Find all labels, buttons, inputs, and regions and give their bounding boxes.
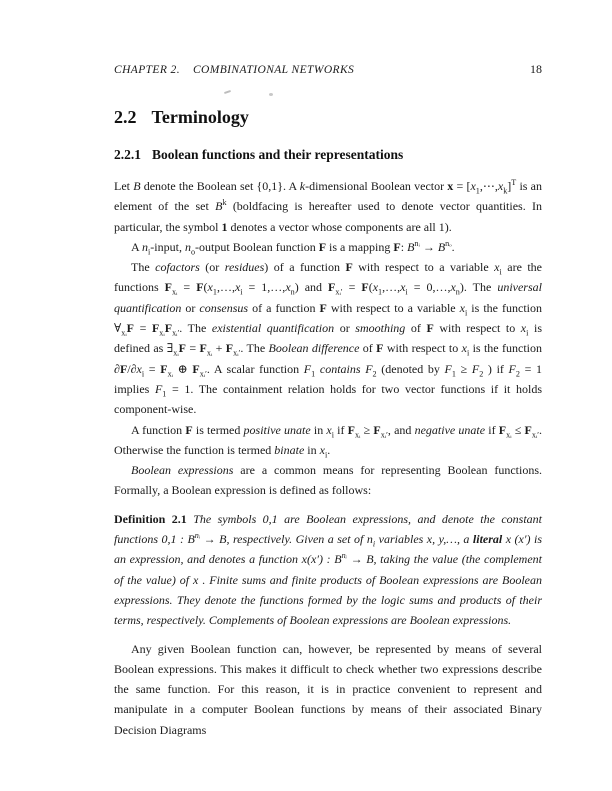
paragraph-boolean-set: Let B denote the Boolean set {0,1}. A k-dimensional Boolean vector $x = [x_1,\cdots,x_k]^T$ is an element of the set $B^k$ (boldfacing is hereafter used to denote vector quantities. In particular, the symbol 1 denotes a vector whose components are all 1). bbox=[114, 178, 542, 234]
paragraph-function-mapping: A $n_i$-input, $n_o$-output Boolean function F is a mapping F: $B^{nᵢ} \to B^{n_o}$. bbox=[131, 238, 455, 257]
section-heading bbox=[114, 107, 542, 128]
subsection-heading bbox=[114, 147, 542, 163]
paragraph-unate: A function F is termed positive unate in $x_i$ if $F_{xᵢ} \ge F_{xᵢ'}$, and negative unate if $F_{xᵢ} \le F_{xᵢ'}$. Otherwise the function is termed binate in $x_i$. bbox=[114, 422, 543, 460]
chapter-title: COMBINATIONAL NETWORKS bbox=[192, 64, 355, 76]
section-number: 2.2 bbox=[114, 107, 137, 127]
paragraph-boolean-expressions: Boolean expressions are a common means for representing Boolean functions. Formally, a Boolean expression is defined as follows: bbox=[114, 463, 542, 498]
chapter-running-title bbox=[114, 64, 354, 76]
chapter-label: CHAPTER 2. bbox=[114, 64, 180, 76]
definition-label: Definition 2.1 bbox=[114, 511, 187, 526]
subsection-number: 2.2.1 bbox=[114, 147, 141, 162]
subsection-title: Boolean functions and their representations bbox=[152, 147, 404, 162]
paragraph-bdd-motivation: Any given Boolean function can, however, be represented by means of several Boolean expressions. This makes it difficult to check whether two expressions describe the same function. For this reason, it is in practice convenient to represent and manipulate in a computer Boolean functions by means of their associated Binary Decision Diagrams bbox=[114, 641, 542, 737]
running-header bbox=[114, 62, 542, 77]
content-column bbox=[114, 62, 542, 740]
section-title: Terminology bbox=[151, 107, 249, 127]
definition-2-1 bbox=[114, 509, 542, 631]
paragraph-cofactors: The cofactors (or residues) of a function F with respect to a variable $x_i$ are the functions $F_{xᵢ}$ = $F(x_1,\dots,x_i$ = $1,\dots,x_n$) and $F_{xᵢ'}$ = $F(x_1,\dots,x_i$ = $0,\dots,x_n$). The universal quantification or consensus of a function F with respect to a variable $x_i$ is the function $\forall_{xᵢ}F = F_{xᵢ}F_{xᵢ'}$. The existential quantification or smoothing of F with respect to $x_i$ is defined as $\exists_{xᵢ}F = F_{xᵢ} + F_{xᵢ'}$. The Boolean difference of F with respect to $x_i$ is the function $\partial F/\partial x_i = F_{xᵢ}$ ⊕ $F_{xᵢ'}$. A scalar function $F_1$ contains $F_2$ (denoted by $F_1 \ge F_2$ ) if $F_2 = 1$ implies $F_1 = 1$. The containment relation holds for two vector functions if it holds component-wise. bbox=[114, 260, 543, 417]
definition-body: The symbols 0,1 are Boolean expressions, and denote the constant functions 0,1 : $B^{nᵢ} \to B$, respectively. Given a set of $n_i$ variables x, y,…, a literal x (x′) is an expression, and denotes a function x(x′) : $B^{nᵢ} \to B$, taking the value (the complement of the value) of x . Finite sums and finite products of Boolean expressions are Boolean expressions. They denote the functions formed by the logic sums and products of their terms, respectively. Complements of Boolean expressions are Boolean expressions. bbox=[114, 511, 542, 628]
page-number: 18 bbox=[530, 62, 542, 76]
